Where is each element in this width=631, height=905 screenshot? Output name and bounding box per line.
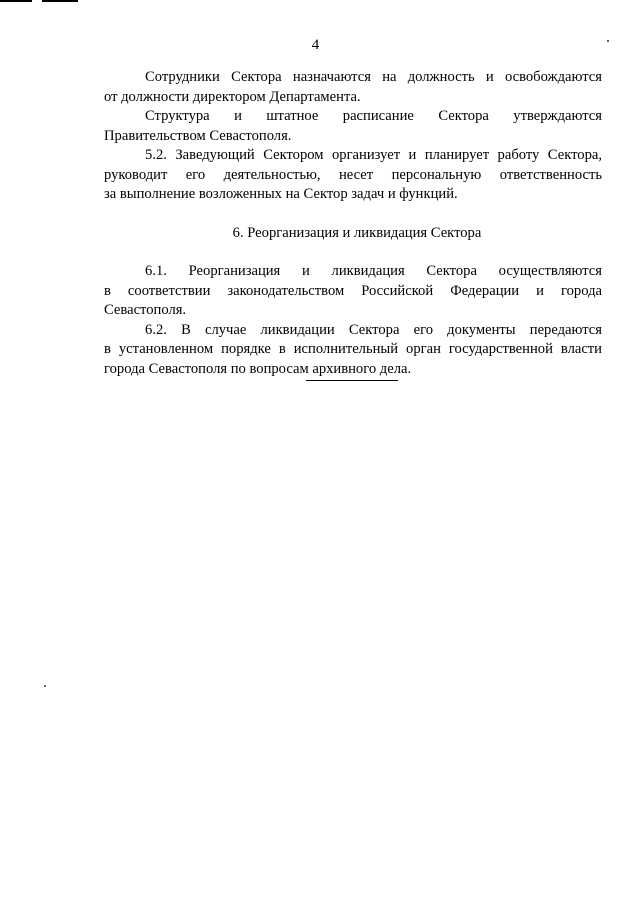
- text-line: за выполнение возложенных на Сектор задач и функций.: [104, 186, 458, 202]
- text-line: 6.1. Реорганизация и ликвидация Сектора осуществляются: [145, 263, 602, 279]
- text-line: Структура и штатное расписание Сектора утверждаются: [145, 108, 602, 124]
- text-line: руководит его деятельностью, несет персональную ответственность: [104, 166, 602, 183]
- text-line: Сотрудники Сектора назначаются на должность и освобождаются: [145, 69, 602, 85]
- paragraph-structure: [104, 107, 602, 146]
- text-line: города Севастополя по вопросам архивного дела.: [104, 360, 412, 377]
- text-line: в соответствии законодательством Российской Федерации и города: [104, 282, 602, 299]
- scan-edge-mark: [0, 0, 78, 6]
- paragraph-6-2: [104, 321, 602, 380]
- text-line: Севастополя.: [104, 302, 187, 318]
- text-line: от должности директором Департамента.: [104, 88, 361, 105]
- scan-speck: [44, 685, 46, 687]
- text-line: в установленном порядке в исполнительный орган государственной власти: [104, 341, 602, 357]
- document-body: [104, 68, 602, 379]
- paragraph-6-1: [104, 262, 602, 321]
- text-line: 6.2. В случае ликвидации Сектора его документы передаются: [145, 321, 602, 338]
- end-of-text-rule: [306, 380, 398, 381]
- paragraph-staff-appointment: [104, 68, 602, 107]
- section-heading: 6. Реорганизация и ликвидация Сектора: [232, 224, 482, 241]
- paragraph-5-2: [104, 146, 602, 205]
- text-line: 5.2. Заведующий Сектором организует и планирует работу Сектора,: [145, 147, 602, 163]
- page-number: 4: [311, 37, 320, 53]
- text-line: Правительством Севастополя.: [104, 127, 292, 144]
